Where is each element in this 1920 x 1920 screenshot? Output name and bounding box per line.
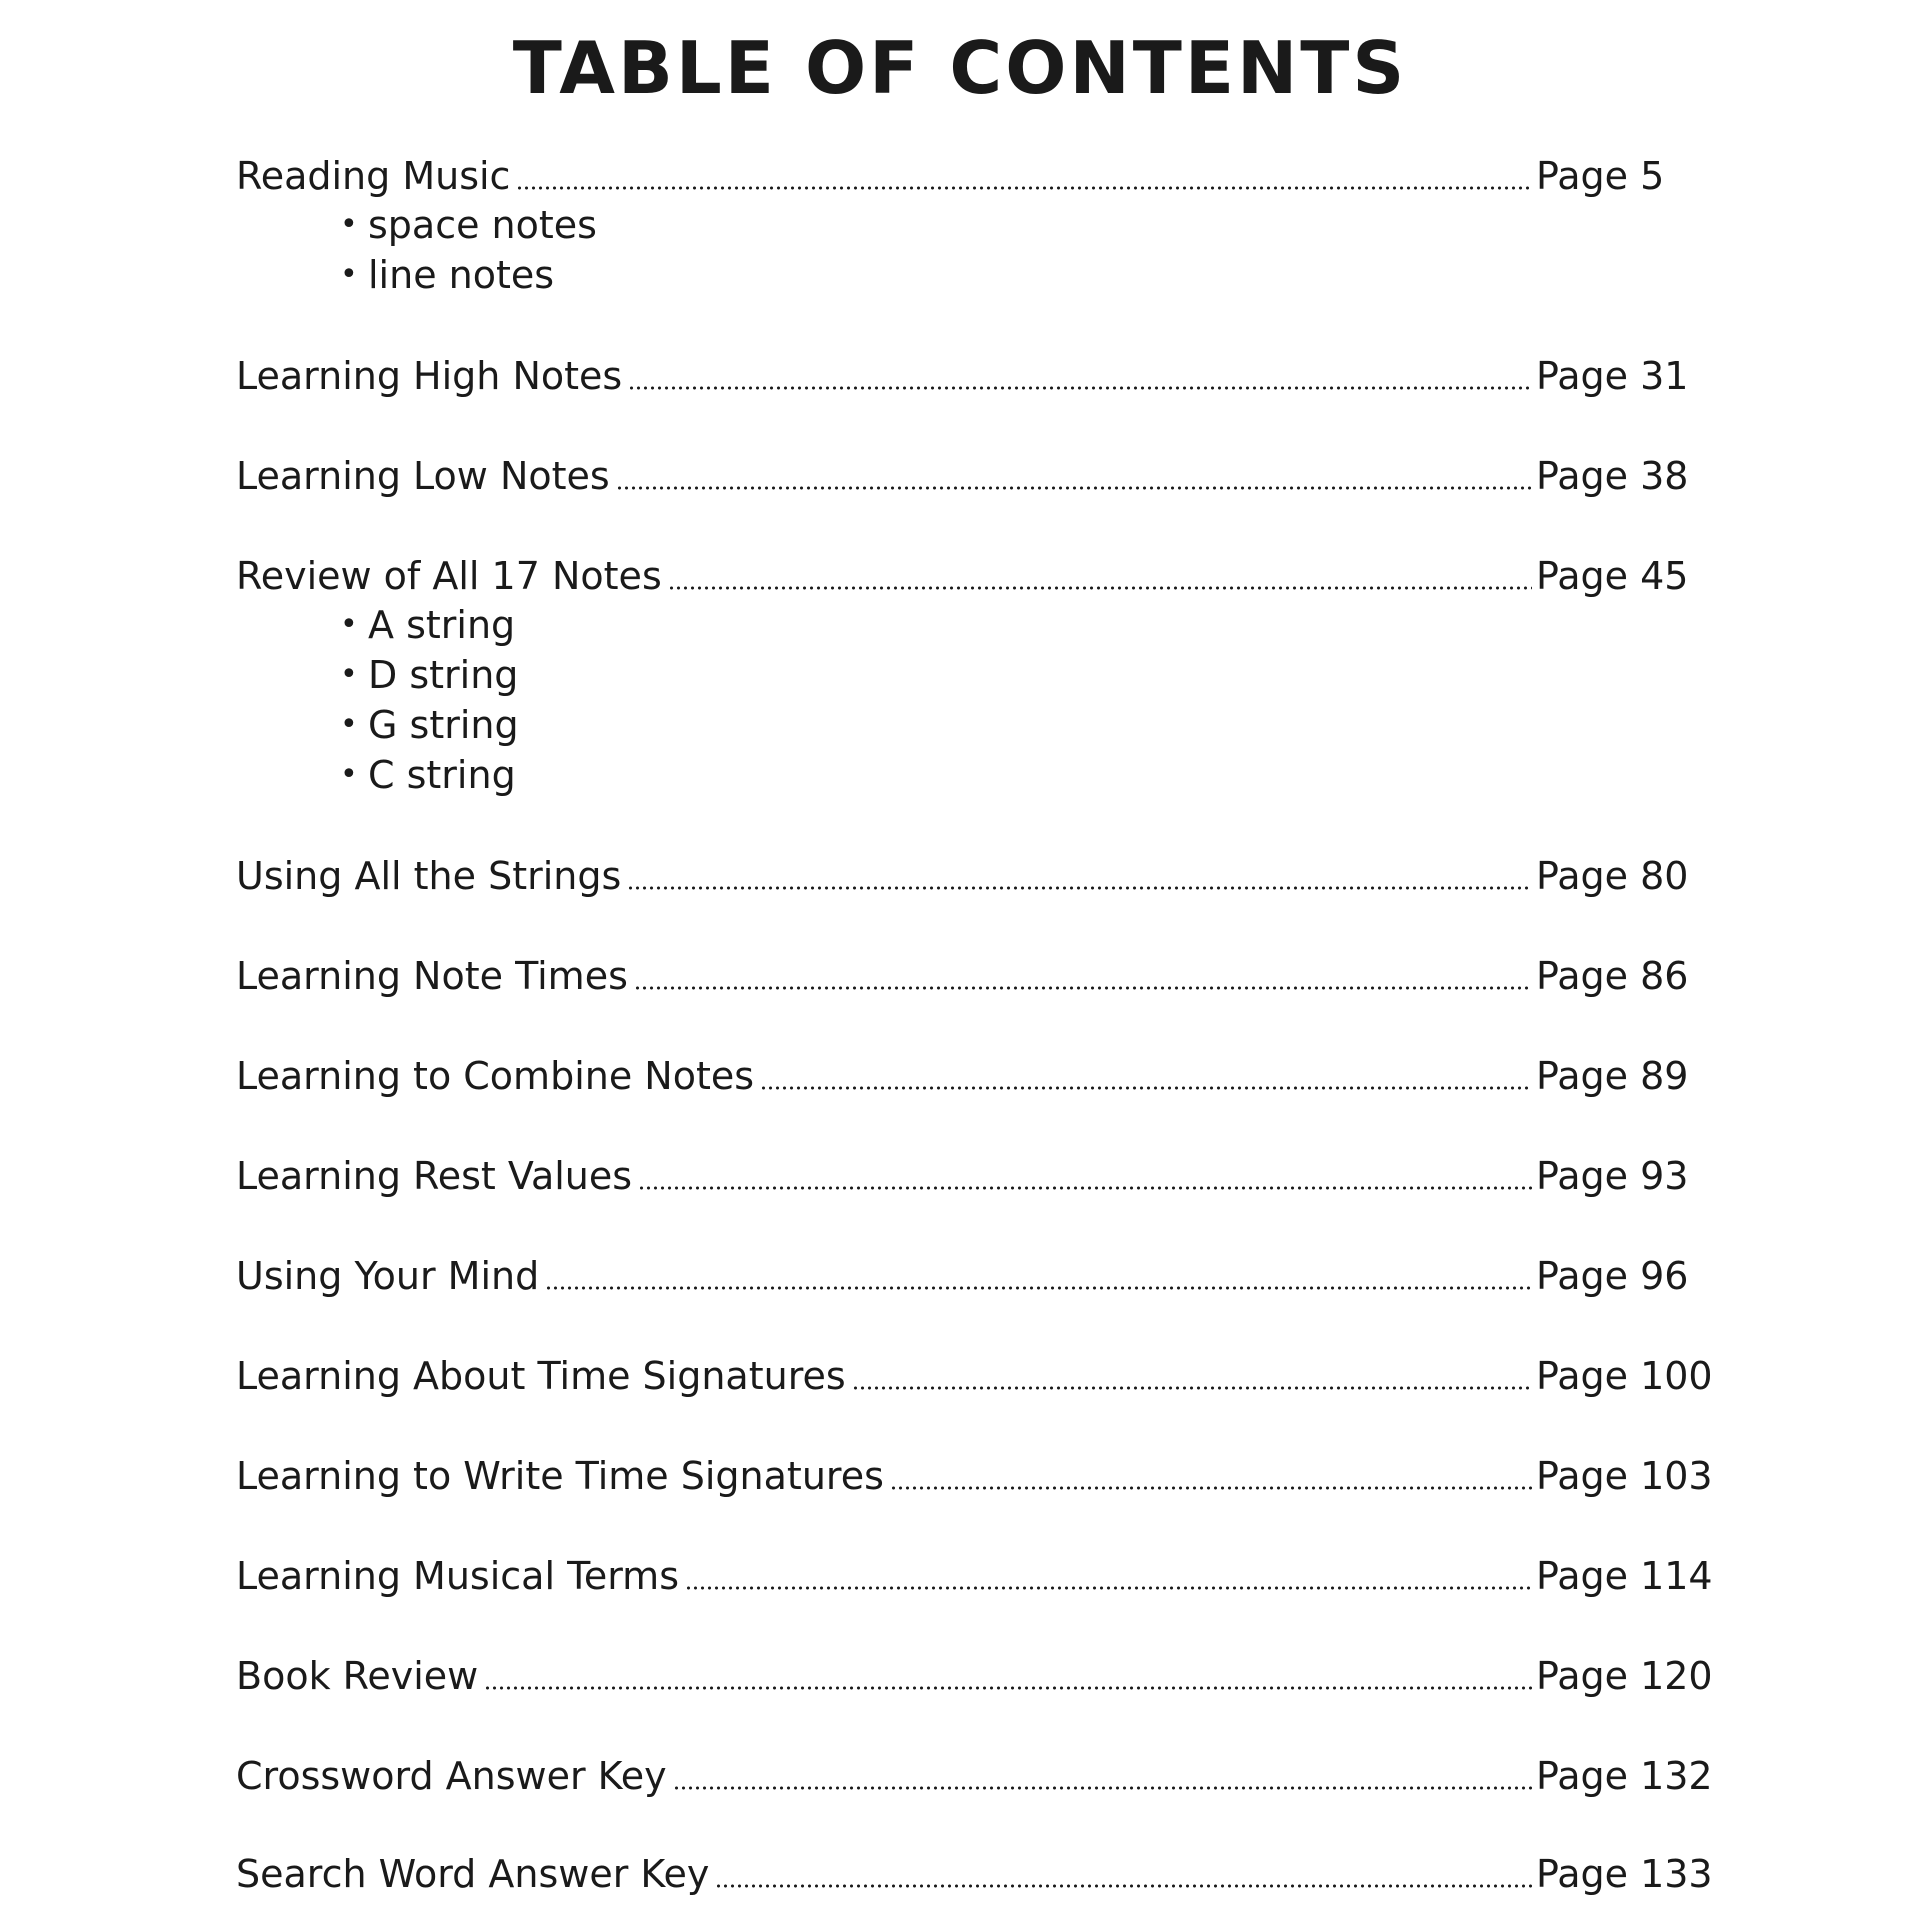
toc-entry (236, 1650, 1716, 1702)
toc-entry (236, 950, 1716, 1002)
toc-subitem (340, 200, 597, 250)
toc-entry (236, 1050, 1716, 1102)
toc-entry-label: Using All the Strings (236, 854, 622, 898)
dot-leader (852, 1386, 1532, 1390)
dot-leader (685, 1586, 1532, 1590)
toc-entry-page: Page 114 (1536, 1554, 1713, 1598)
bullet-icon: • (340, 207, 358, 242)
toc-entry (236, 850, 1716, 902)
bullet-icon: • (340, 607, 358, 642)
toc-subitem (340, 700, 519, 750)
dot-leader (545, 1286, 1532, 1290)
toc-entry-label: Learning Note Times (236, 954, 628, 998)
dot-leader (634, 986, 1532, 990)
toc-entry-label: Using Your Mind (236, 1254, 540, 1298)
dot-leader (668, 586, 1532, 590)
toc-entry-page: Page 45 (1536, 554, 1689, 598)
toc-entry-page: Page 86 (1536, 954, 1689, 998)
dot-leader (516, 186, 1532, 190)
bullet-icon: • (340, 707, 358, 742)
bullet-icon: • (340, 757, 358, 792)
toc-entry (236, 150, 1716, 202)
toc-entry-label: Learning Rest Values (236, 1154, 633, 1198)
toc-entry-label: Crossword Answer Key (236, 1754, 667, 1798)
toc-entry (236, 1848, 1716, 1900)
toc-entry-page: Page 132 (1536, 1754, 1713, 1798)
toc-entry-page: Page 38 (1536, 454, 1689, 498)
toc-entry (236, 1350, 1716, 1402)
dot-leader (628, 386, 1532, 390)
toc-subitem-label: space notes (368, 203, 597, 247)
dot-leader (638, 1186, 1532, 1190)
dot-leader (484, 1686, 1532, 1690)
dot-leader (616, 486, 1532, 490)
toc-subitem-label: A string (368, 603, 516, 647)
toc-subitem (340, 750, 516, 800)
dot-leader (760, 1086, 1532, 1090)
toc-entry-label: Learning Low Notes (236, 454, 610, 498)
dot-leader (890, 1486, 1532, 1490)
dot-leader (715, 1884, 1532, 1888)
toc-subitem (340, 650, 518, 700)
toc-entry-label: Search Word Answer Key (236, 1852, 710, 1896)
toc-entry-page: Page 5 (1536, 154, 1665, 198)
toc-entry-page: Page 103 (1536, 1454, 1713, 1498)
toc-entry-label: Review of All 17 Notes (236, 554, 662, 598)
toc-entry-label: Book Review (236, 1654, 479, 1698)
toc-entry-label: Learning High Notes (236, 354, 623, 398)
toc-entry-page: Page 93 (1536, 1154, 1689, 1198)
toc-entry-page: Page 89 (1536, 1054, 1689, 1098)
toc-subitem (340, 250, 554, 300)
toc-entry-label: Reading Music (236, 154, 511, 198)
bullet-icon: • (340, 257, 358, 292)
toc-entry (236, 1450, 1716, 1502)
toc-entry-page: Page 120 (1536, 1654, 1713, 1698)
toc-entry (236, 1250, 1716, 1302)
toc-entry-label: Learning Musical Terms (236, 1554, 679, 1598)
toc-entry-page: Page 100 (1536, 1354, 1713, 1398)
dot-leader (673, 1786, 1532, 1790)
toc-subitem-label: D string (368, 653, 519, 697)
toc-entry (236, 1750, 1716, 1802)
toc-subitem-label: line notes (368, 253, 555, 297)
page-title: TABLE OF CONTENTS (512, 26, 1408, 110)
toc-entry (236, 550, 1716, 602)
dot-leader (627, 886, 1532, 890)
toc-subitem-label: C string (368, 753, 516, 797)
toc-entry (236, 350, 1716, 402)
toc-entry-page: Page 80 (1536, 854, 1689, 898)
toc-entry (236, 1150, 1716, 1202)
toc-entry-label: Learning to Write Time Signatures (236, 1454, 884, 1498)
bullet-icon: • (340, 657, 358, 692)
toc-entry-label: Learning About Time Signatures (236, 1354, 846, 1398)
toc-entry-page: Page 96 (1536, 1254, 1689, 1298)
toc-entry-label: Learning to Combine Notes (236, 1054, 755, 1098)
toc-entry (236, 450, 1716, 502)
toc-entry (236, 1550, 1716, 1602)
toc-entry-page: Page 133 (1536, 1852, 1713, 1896)
toc-subitem-label: G string (368, 703, 519, 747)
toc-subitem (340, 600, 515, 650)
toc-entry-page: Page 31 (1536, 354, 1689, 398)
